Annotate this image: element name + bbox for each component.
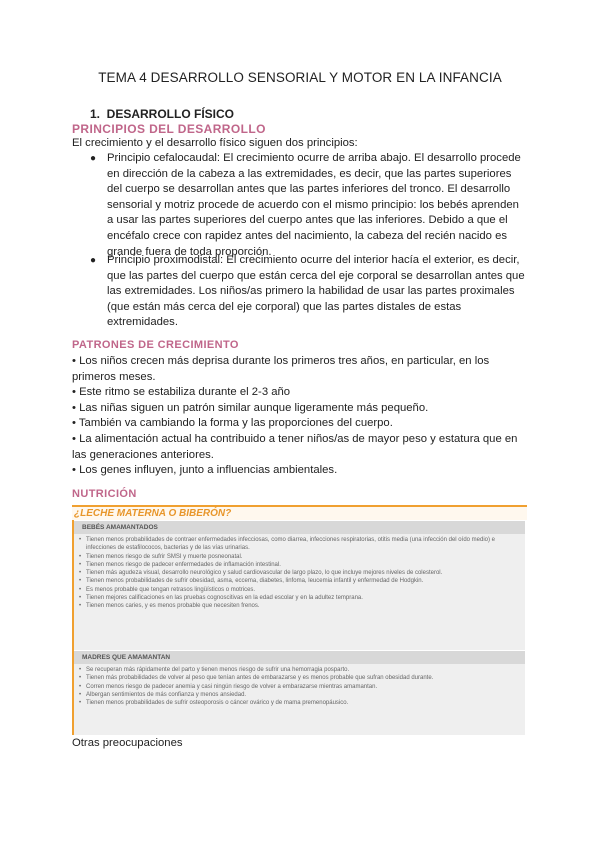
table-row: • Tienen menos probabilidades de sufrir obesidad, asma, eccema, diabetes, linfoma, leucemia infantil y enfermedad de Hodgkin.: [79, 578, 424, 585]
patterns-list: [72, 354, 532, 479]
table-group-header: MADRES QUE AMAMANTAN: [74, 651, 525, 664]
table-title: ¿LECHE MATERNA O BIBERÓN?: [72, 505, 527, 520]
principle-proximodistal: Principio proximodistal: El crecimiento ocurre del interior hacía el exterior, es decir, que las partes del cuerpo que están cerca del eje corporal se desarrollan antes que las extremidades. Los niños/as primero la habilidad de usar las partes proximales (que están más cerca del eje corporal) que las partes distales de estas extremidades.: [107, 254, 525, 329]
table-row: • Tienen menos riesgo de sufrir SMSI y muerte posneonatal.: [79, 553, 243, 560]
table-group-header: BEBÉS AMAMANTADOS: [74, 521, 525, 534]
page-title: TEMA 4 DESARROLLO SENSORIAL Y MOTOR EN LA INFANCIA: [98, 70, 502, 85]
table-row: • Se recuperan más rápidamente del parto y tienen menos riesgo de sufrir una hemorragia posparto.: [79, 667, 350, 673]
table-row: • Tienen menos probabilidades de contraer enfermedades infecciosas, como diarrea, infecciones respiratorias, otitis media (una infección del oído medio) e infecciones de estafilococos, bacterias y de las vías urinarias.: [79, 537, 495, 552]
nutrition-heading: NUTRICIÓN: [72, 488, 137, 500]
table-row: • Tienen menos riesgo de padecer enfermedades de inflamación intestinal.: [79, 561, 281, 568]
breastfeeding-table: [72, 505, 527, 735]
list-item: • También va cambiando la forma y las proporciones del cuerpo.: [72, 417, 393, 430]
table-group-body: [74, 664, 525, 735]
bullet-icon: ●: [90, 153, 97, 164]
table-row: • Es menos probable que tengan retrasos lingüísticos o motrices.: [79, 586, 256, 593]
table-row: • Tienen menos probabilidades de sufrir osteoporosis o cáncer ovárico y de mama premenopáusico.: [79, 700, 349, 707]
patterns-heading: PATRONES DE CRECIMIENTO: [72, 339, 239, 351]
list-item: • La alimentación actual ha contribuido a tener niños/as de mayor peso y estatura que en las generaciones anteriores.: [72, 432, 518, 461]
table-row: • Tienen más probabilidades de volver al peso que tenían antes de embarazarse y es menos probable que sufran obesidad durante.: [79, 675, 434, 682]
list-item: • Las niñas siguen un patrón similar aunque ligeramente más pequeño.: [72, 401, 429, 414]
table-row: • Tienen menos caries, y es menos probable que necesiten frenos.: [79, 603, 260, 610]
table-row: • Tienen más agudeza visual, desarrollo neurológico y salud cardiovascular de largo plazo, lo que incluye mejores niveles de colesterol.: [79, 570, 443, 577]
bullet-icon: ●: [90, 255, 97, 266]
table-row: • Corren menos riesgo de padecer anemia y casi ningún riesgo de volver a embarazarse mientras amamantan.: [79, 683, 378, 690]
principle-cefalocaudal: Principio cefalocaudal: El crecimiento ocurre de arriba abajo. El desarrollo procede en dirección de la cabeza a las extremidades, es decir, que las partes superiores del cuerpo se desarrollan antes que las partes inferiores del tronco. El desarrollo sensorial y motriz procede de acuerdo con el mismo principio: los bebés aprenden a usar las partes superiores del cuerpo antes que las inferiores. Debido a que el encéfalo crece con rapidez antes del nacimiento, la cabeza del recién nacido es grande fuera de toda proporción.: [107, 152, 521, 258]
list-item: • Los niños crecen más deprisa durante los primeros tres años, en particular, en los primeros meses.: [72, 355, 490, 383]
list-item: • Los genes influyen, junto a influencias ambientales.: [72, 464, 338, 477]
section-heading-desarrollo-fisico: 1. DESARROLLO FÍSICO: [90, 107, 235, 121]
principles-intro: El crecimiento y el desarrollo físico siguen dos principios:: [72, 137, 358, 149]
table-row: • Albergan sentimientos de más confianza y menos ansiedad.: [79, 691, 247, 698]
list-item: • Este ritmo se estabiliza durante el 2-3 año: [72, 386, 291, 399]
other-concerns-text: Otras preocupaciones: [72, 737, 183, 749]
table-row: • Tienen mejores calificaciones en las pruebas cognoscitivas en la edad escolar y en la adultez temprana.: [79, 595, 363, 602]
principles-heading: PRINCIPIOS DEL DESARROLLO: [72, 122, 266, 136]
table-group-body: [74, 534, 525, 650]
